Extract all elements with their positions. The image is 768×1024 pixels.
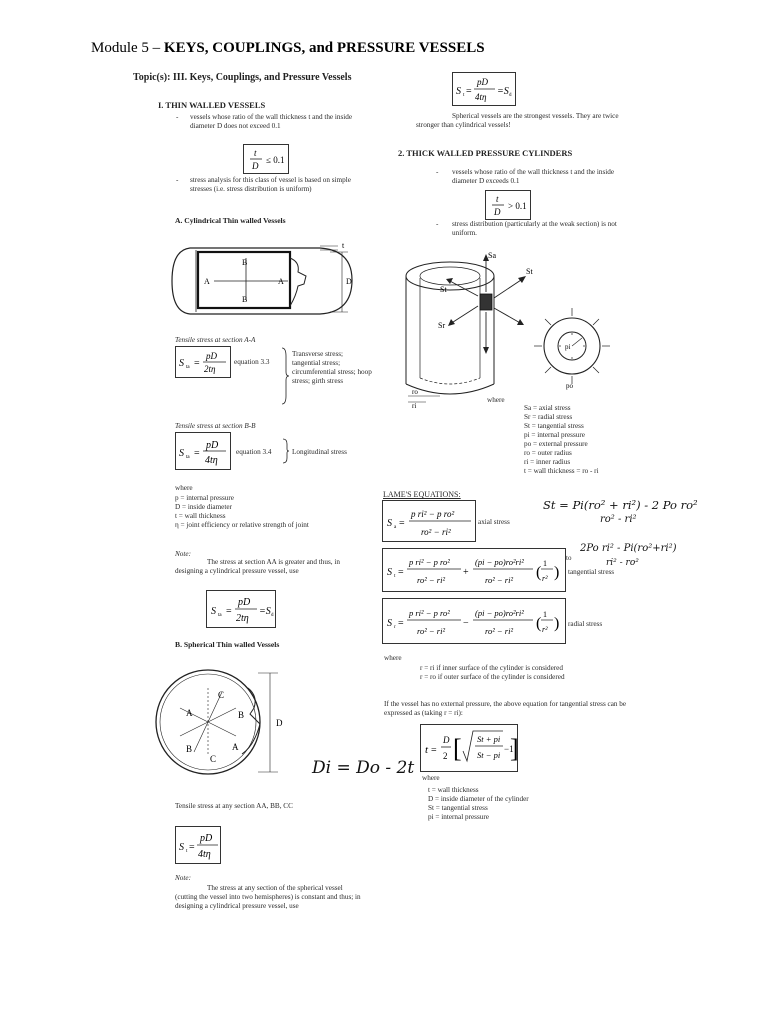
where-item: ri = inner radius: [524, 458, 571, 466]
sphere-diagram: [150, 668, 290, 778]
axial-eq-box: [382, 500, 476, 542]
axial-label: axial stress: [478, 518, 510, 526]
section2-bullet1-text: vessels whose ratio of the wall thickness t and the inside diameter D exceeds 0.1: [452, 168, 615, 185]
where-item: η = joint efficiency or relative strength of joint: [175, 521, 309, 529]
fig-label-pi: pi: [565, 343, 571, 351]
tensile-aa-label: Tensile stress at section A-A: [175, 336, 256, 344]
where-item: Sr = radial stress: [524, 413, 573, 421]
svg-text:r²: r²: [542, 625, 548, 634]
module-title: KEYS, COUPLINGS, and PRESSURE VESSELS: [163, 40, 485, 56]
svg-text:−1: −1: [504, 744, 514, 754]
svg-text:ro² − ri²: ro² − ri²: [485, 626, 513, 636]
handwritten-st: St = Pi(ro² + ri²) - 2 Po ro²: [543, 498, 698, 512]
svg-text:t: t: [186, 849, 188, 854]
t-item: pi = internal pressure: [428, 813, 489, 821]
svg-text:pD: pD: [206, 351, 217, 361]
section1-bullet1-text: vessels whose ratio of the wall thickness t and the inside diameter D does not exceed 0.1: [190, 113, 353, 130]
where3-label: where: [422, 774, 440, 782]
fig-label-sa: Sa: [488, 251, 496, 260]
where-item: St = tangential stress: [524, 422, 584, 430]
svg-text:ro² − ri²: ro² − ri²: [485, 575, 513, 585]
svg-text:1: 1: [543, 610, 547, 619]
thickness-eq-formula: [421, 725, 517, 771]
svg-text:[: [: [453, 734, 462, 763]
where2-label: where: [384, 654, 402, 662]
section1-bullet2: [176, 176, 358, 194]
svg-text:pD: pD: [477, 77, 488, 87]
svg-text:S: S: [179, 448, 184, 459]
svg-text:S: S: [387, 567, 392, 578]
svg-text:ta: ta: [186, 365, 190, 370]
svg-text:ro² − ri²: ro² − ri²: [417, 575, 445, 585]
svg-text:> 0.1: > 0.1: [508, 201, 527, 211]
ratio-formula: [244, 145, 288, 173]
to-label: to: [566, 554, 572, 562]
fig-label-sr: Sr: [438, 321, 446, 330]
section2-bullet2: [436, 220, 632, 238]
svg-text:): ): [554, 615, 560, 632]
sph-label-c1: C: [218, 690, 225, 700]
cyl-label-d: D: [346, 277, 352, 286]
sph-label-d: D: [276, 718, 283, 728]
where-item: p = internal pressure: [175, 494, 234, 502]
cylinder-diagram: [170, 236, 370, 326]
svg-text:pD: pD: [238, 597, 251, 608]
eq33-formula: [176, 347, 230, 377]
design-eq-box: [206, 590, 276, 628]
eq34-box: [175, 432, 231, 470]
svg-text:+: +: [463, 567, 469, 578]
svg-text:=: =: [431, 745, 437, 756]
svg-text:(pi − po)ro²ri²: (pi − po)ro²ri²: [475, 557, 524, 567]
svg-text:): ): [554, 564, 560, 581]
svg-text:r²: r²: [542, 574, 548, 583]
eq33-label: equation 3.3: [234, 358, 270, 366]
module-label: Module 5 –: [91, 40, 164, 56]
fig-label-st: St: [526, 267, 533, 276]
svg-text:ta: ta: [218, 613, 222, 618]
svg-text:D: D: [443, 735, 450, 745]
svg-text:S: S: [179, 842, 184, 853]
svg-text:−: −: [463, 618, 469, 629]
eq33-box: [175, 346, 231, 378]
radial-eq-box: [382, 598, 566, 644]
note-text: The stress at section AA is greater and thus, in designing a cylindrical pressure vessel, use: [175, 558, 340, 575]
svg-text:ro² − ri²: ro² − ri²: [417, 626, 445, 636]
svg-text:=: =: [398, 567, 404, 578]
svg-text:t: t: [496, 194, 499, 204]
svg-text:t: t: [394, 574, 396, 579]
where-item: Sa = axial stress: [524, 404, 571, 412]
radial-eq-formula: [383, 599, 565, 643]
section2-bullet2-text: stress distribution (particularly at the weak section) is not uniform.: [452, 220, 617, 237]
tangential-eq-formula: [383, 549, 565, 591]
svg-text:2tη: 2tη: [204, 364, 216, 374]
subsection-a-title: A. Cylindrical Thin walled Vessels: [175, 216, 286, 225]
cyl-label-b2: B: [242, 295, 248, 304]
thick-cylinder-diagram: [400, 244, 640, 414]
svg-text:ta: ta: [186, 455, 190, 460]
svg-text:ro² − ri²: ro² − ri²: [421, 527, 451, 537]
svg-text:p ri² − p ro²: p ri² − p ro²: [409, 557, 450, 567]
longitudinal-label: Longitudinal stress: [292, 448, 347, 456]
svg-text:=S: =S: [259, 606, 271, 617]
svg-text:pD: pD: [200, 833, 213, 844]
where-item: D = inside diameter: [175, 503, 232, 511]
svg-text:a: a: [394, 525, 397, 530]
sphere-design-eq-formula: [453, 73, 515, 105]
fig-label-ro: ro: [412, 388, 418, 396]
brace-icon: [280, 346, 290, 406]
svg-text:4tη: 4tη: [198, 849, 211, 860]
section1-title: I. THIN WALLED VESSELS: [158, 100, 266, 110]
handwritten-tan: 2Po ri² - Pi(ro²+ri²): [580, 543, 677, 554]
transverse-list: Transverse stress; tangential stress; circumferential stress; hoop stress; girth stress: [292, 350, 372, 385]
r-item: r = ri if inner surface of the cylinder is considered: [420, 664, 563, 672]
svg-text:1: 1: [543, 559, 547, 568]
svg-text:4tη: 4tη: [205, 455, 218, 466]
svg-text:4tη: 4tη: [475, 92, 487, 102]
where-label-left: where: [175, 484, 193, 492]
external-note: If the vessel has no external pressure, the above equation for tangential stress can be expressed as (taking r = ri):: [384, 700, 627, 717]
t-item: D = inside diameter of the cylinder: [428, 795, 529, 803]
t-items: [428, 786, 529, 822]
where-label-right: where: [487, 396, 505, 404]
svg-text:d: d: [509, 93, 512, 98]
thickness-eq-box: [420, 724, 518, 772]
svg-text:=: =: [398, 618, 404, 629]
note-label: Note:: [175, 550, 191, 558]
section1-bullet1: [176, 113, 358, 131]
ratio2-box: [485, 190, 531, 220]
svg-text:S: S: [387, 518, 392, 529]
cyl-label-b1: B: [242, 258, 248, 267]
svg-text:(: (: [536, 615, 542, 632]
svg-text:]: [510, 734, 517, 763]
sphere-tensile-label: Tensile stress at any section AA, BB, CC: [175, 802, 293, 810]
svg-text:=S: =S: [497, 86, 509, 97]
svg-text:(pi − po)ro²ri²: (pi − po)ro²ri²: [475, 608, 524, 618]
page-header: [91, 40, 485, 57]
handwritten-tan-den: ri² - ro²: [606, 558, 639, 568]
sphere-eq-box: [175, 826, 221, 864]
svg-text:S: S: [387, 618, 392, 629]
brace-icon-2: [282, 438, 290, 464]
svg-text:St − pi: St − pi: [477, 750, 501, 760]
svg-text:pD: pD: [206, 440, 219, 451]
bullet-dash: -: [176, 176, 179, 184]
sph-label-c2: C: [210, 754, 217, 764]
ratio-box: [243, 144, 289, 174]
where-item: t = wall thickness = ro - ri: [524, 467, 599, 475]
sph-label-a1: A: [186, 708, 193, 718]
handwritten-st-den: ro² - ri²: [600, 514, 637, 525]
bullet-dash: -: [436, 168, 439, 176]
section1-bullet2-text: stress analysis for this class of vessel is based on simple stresses (i.e. stress distribution is uniform): [190, 176, 351, 193]
where-item: ro = outer radius: [524, 449, 572, 457]
sph-label-a2: A: [232, 742, 239, 752]
svg-text:(: (: [536, 564, 542, 581]
svg-text:S: S: [456, 86, 461, 97]
eq34-formula: [176, 433, 230, 469]
r-item: r = ro if outer surface of the cylinder is considered: [420, 673, 565, 681]
section2-bullet1: [436, 168, 632, 186]
svg-text:≤ 0.1: ≤ 0.1: [266, 155, 285, 165]
where-item: pi = internal pressure: [524, 431, 585, 439]
svg-text:D: D: [494, 207, 501, 217]
svg-text:2: 2: [443, 751, 448, 761]
where-items-left: [175, 494, 309, 530]
eq34-label: equation 3.4: [236, 448, 272, 456]
subsection-b-title: B. Spherical Thin walled Vessels: [175, 640, 280, 649]
cyl-label-a2: A: [278, 277, 284, 286]
lames-title: LAME'S EQUATIONS:: [383, 490, 461, 499]
fig-label-ri: ri: [412, 402, 417, 410]
note2-label: Note:: [175, 874, 191, 882]
fig-label-st2: St: [440, 285, 447, 294]
radial-label: radial stress: [568, 620, 603, 628]
note2-text: The stress at any section of the spherical vessel (cutting the vessel into two hemispheres) is constant and thus; in designing a cylindrical pressure vessel, use: [175, 884, 361, 910]
where-item: po = external pressure: [524, 440, 588, 448]
svg-text:d: d: [271, 613, 274, 618]
svg-text:=: =: [189, 842, 195, 853]
t-item: St = tangential stress: [428, 804, 488, 812]
sphere-note: Spherical vessels are the strongest vessels. They are twice stronger than cylindrical vessels!: [416, 112, 619, 129]
axial-eq-formula: [383, 501, 475, 541]
svg-text:S: S: [179, 358, 184, 369]
bullet-dash: -: [436, 220, 439, 228]
sph-label-b1: B: [186, 744, 193, 754]
svg-text:S: S: [211, 606, 216, 617]
svg-text:2tη: 2tη: [236, 613, 249, 624]
svg-text:t: t: [254, 148, 257, 158]
where-items-right: [524, 404, 599, 476]
svg-text:St + pi: St + pi: [477, 734, 501, 744]
sph-label-b2: B: [238, 710, 245, 720]
svg-text:t: t: [463, 93, 465, 98]
cyl-label-t: t: [342, 241, 345, 250]
cyl-label-a1: A: [204, 277, 210, 286]
where-item: t = wall thickness: [175, 512, 226, 520]
svg-text:=: =: [466, 86, 472, 97]
handwritten-di: Di = Do - 2t: [312, 758, 415, 778]
svg-text:t: t: [425, 744, 429, 756]
pressure-ring: [534, 308, 610, 390]
section2-title: 2. THICK WALLED PRESSURE CYLINDERS: [398, 148, 573, 158]
svg-text:r: r: [394, 625, 396, 630]
svg-text:=: =: [194, 358, 200, 369]
tensile-bb-label: Tensile stress at section B-B: [175, 422, 256, 430]
fig-label-po: po: [566, 382, 573, 390]
tangential-eq-box: [382, 548, 566, 592]
svg-text:=: =: [399, 518, 405, 529]
sphere-eq-formula: [176, 827, 220, 863]
svg-text:=: =: [226, 606, 232, 617]
sphere-design-eq-box: [452, 72, 516, 106]
bullet-dash: -: [176, 113, 179, 121]
svg-text:=: =: [194, 448, 200, 459]
svg-text:D: D: [252, 161, 259, 171]
r-items: [420, 664, 565, 682]
tangential-label: tangential stress: [568, 568, 615, 576]
svg-text:p ri² − p ro²: p ri² − p ro²: [411, 509, 455, 519]
svg-text:p ri² − p ro²: p ri² − p ro²: [409, 608, 450, 618]
ratio2-formula: [486, 191, 530, 219]
t-item: t = wall thickness: [428, 786, 479, 794]
topic-line: Topic(s): III. Keys, Couplings, and Pressure Vessels: [133, 72, 352, 83]
design-eq-formula: [207, 591, 275, 627]
